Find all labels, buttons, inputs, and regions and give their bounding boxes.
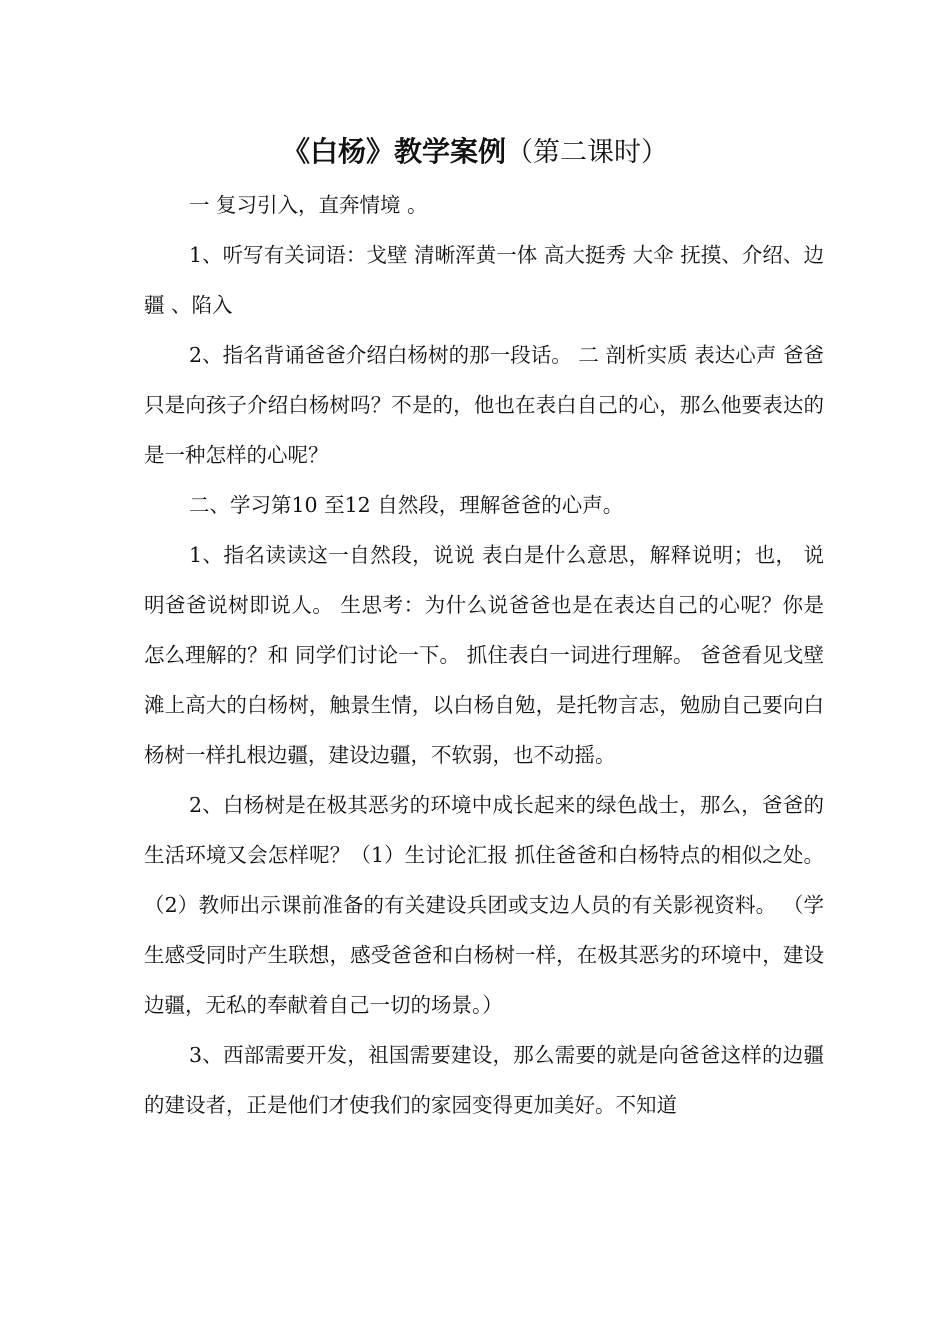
paragraph-step-two: 2、白杨树是在极其恶劣的环境中成长起来的绿色战士，那么，爸爸的生活环境又会怎样呢？（1）生讨论汇报 抓住爸爸和白杨特点的相似之处。（2）教师出示课前准备的有关建设兵团或支边人员的有关影视资料。 （学生感受同时产生联想，感受爸爸和白杨树一样，在极其恶劣的环境中，建设边疆，无私的奉献着自己一切的场景。） [144,793,824,1017]
paragraph-dictation: 1、听写有关词语：戈壁 清晰浑黄一体 高大挺秀 大伞 抚摸、介绍、边疆 、陷入 [144,243,824,317]
title-lesson: （第二课时） [506,137,668,168]
document-title [0,132,950,173]
paragraph-section-two: 二、学习第10 至12 自然段，理解爸爸的心声。 [189,493,624,517]
document-body [144,180,824,1130]
paragraph-step-three: 3、西部需要开发，祖国需要建设，那么需要的就是向爸爸这样的边疆的建设者，正是他们才使我们的家园变得更加美好。不知道 [144,1043,824,1117]
paragraph-step-one: 1、指名读读这一自然段，说说 表白是什么意思，解释说明；也， 说明爸爸说树即说人。 生思考：为什么说爸爸也是在表达自己的心呢？你是怎么理解的？和 同学们讨论一下。 抓住表白一词进行理解。 爸爸看见戈壁滩上高大的白杨树，触景生情，以白杨自勉，是托物言志，勉励自己要向白杨树一样扎根边疆，建设边疆，不软弱，也不动摇。 [144,543,824,767]
title-main: 《白杨》教学案例 [281,135,506,168]
paragraph-review-intro: 一 复习引入，直奔情境 。 [189,193,428,217]
paragraph-recitation: 2、指名背诵爸爸介绍白杨树的那一段话。 二 剖析实质 表达心声 爸爸只是向孩子介绍白杨树吗？不是的，他也在表白自己的心，那么他要表达的是一种怎样的心呢？ [144,343,824,467]
